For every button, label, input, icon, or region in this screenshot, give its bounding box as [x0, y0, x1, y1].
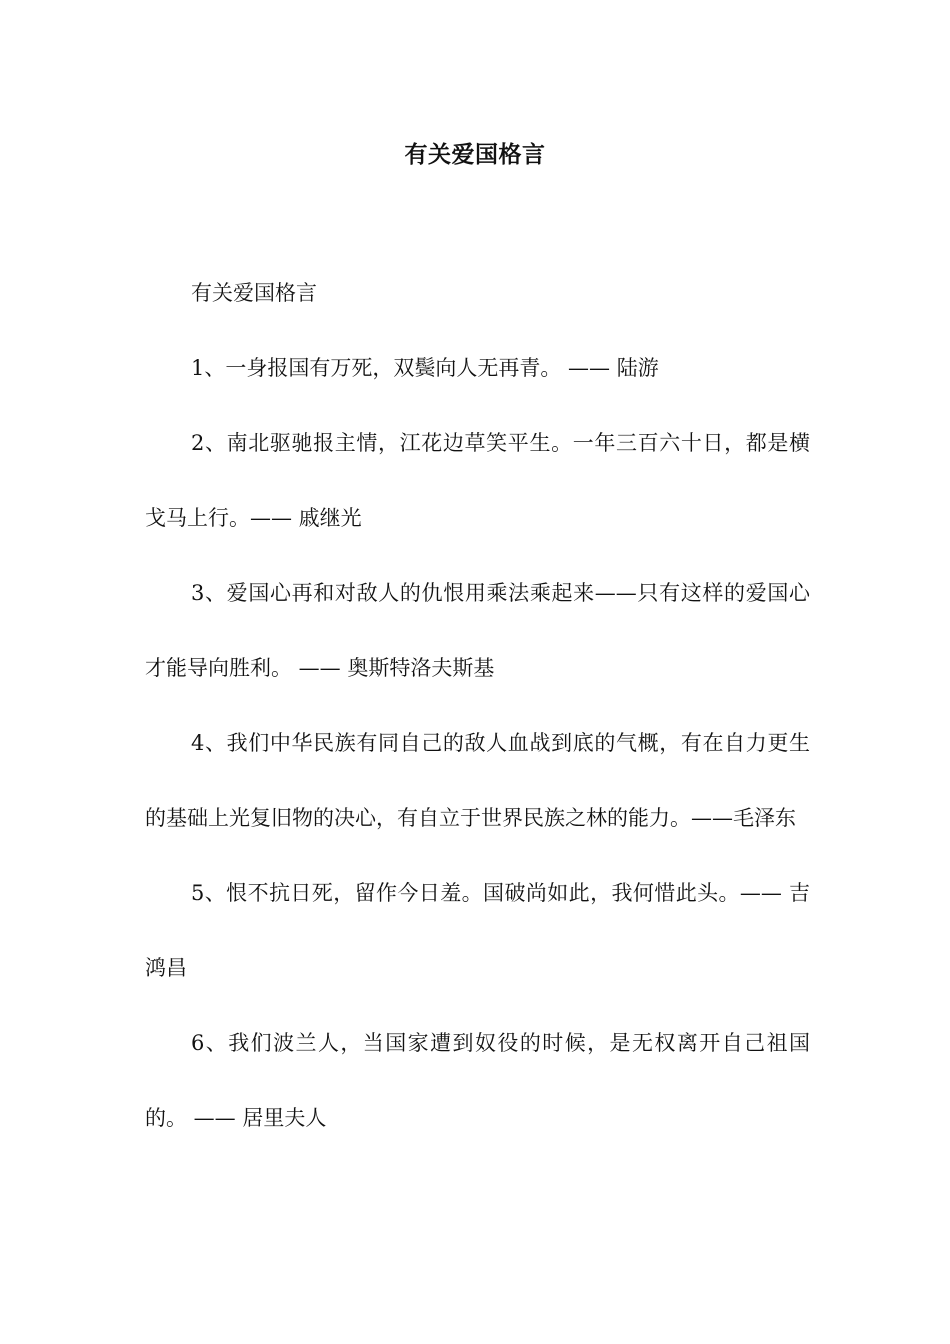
- document-body: [145, 256, 810, 1156]
- paragraph-heading: 有关爱国格言: [191, 281, 317, 305]
- quote-6: 6、我们波兰人，当国家遭到奴役的时候，是无权离开自己祖国的。 —— 居里夫人: [145, 1031, 810, 1130]
- document-title: 有关爱国格言: [404, 141, 546, 168]
- quote-5: 5、恨不抗日死，留作今日羞。国破尚如此，我何惜此头。—— 吉鸿昌: [145, 881, 810, 980]
- quote-3: 3、爱国心再和对敌人的仇恨用乘法乘起来——只有这样的爱国心才能导向胜利。 —— 奥斯特洛夫斯基: [145, 581, 810, 680]
- quote-2: 2、南北驱驰报主情，江花边草笑平生。一年三百六十日，都是横戈马上行。—— 戚继光: [145, 431, 810, 530]
- quote-4: 4、我们中华民族有同自己的敌人血战到底的气概，有在自力更生的基础上光复旧物的决心，有自立于世界民族之林的能力。——毛泽东: [145, 731, 810, 830]
- quote-1: 1、一身报国有万死，双鬓向人无再青。 —— 陆游: [191, 356, 659, 380]
